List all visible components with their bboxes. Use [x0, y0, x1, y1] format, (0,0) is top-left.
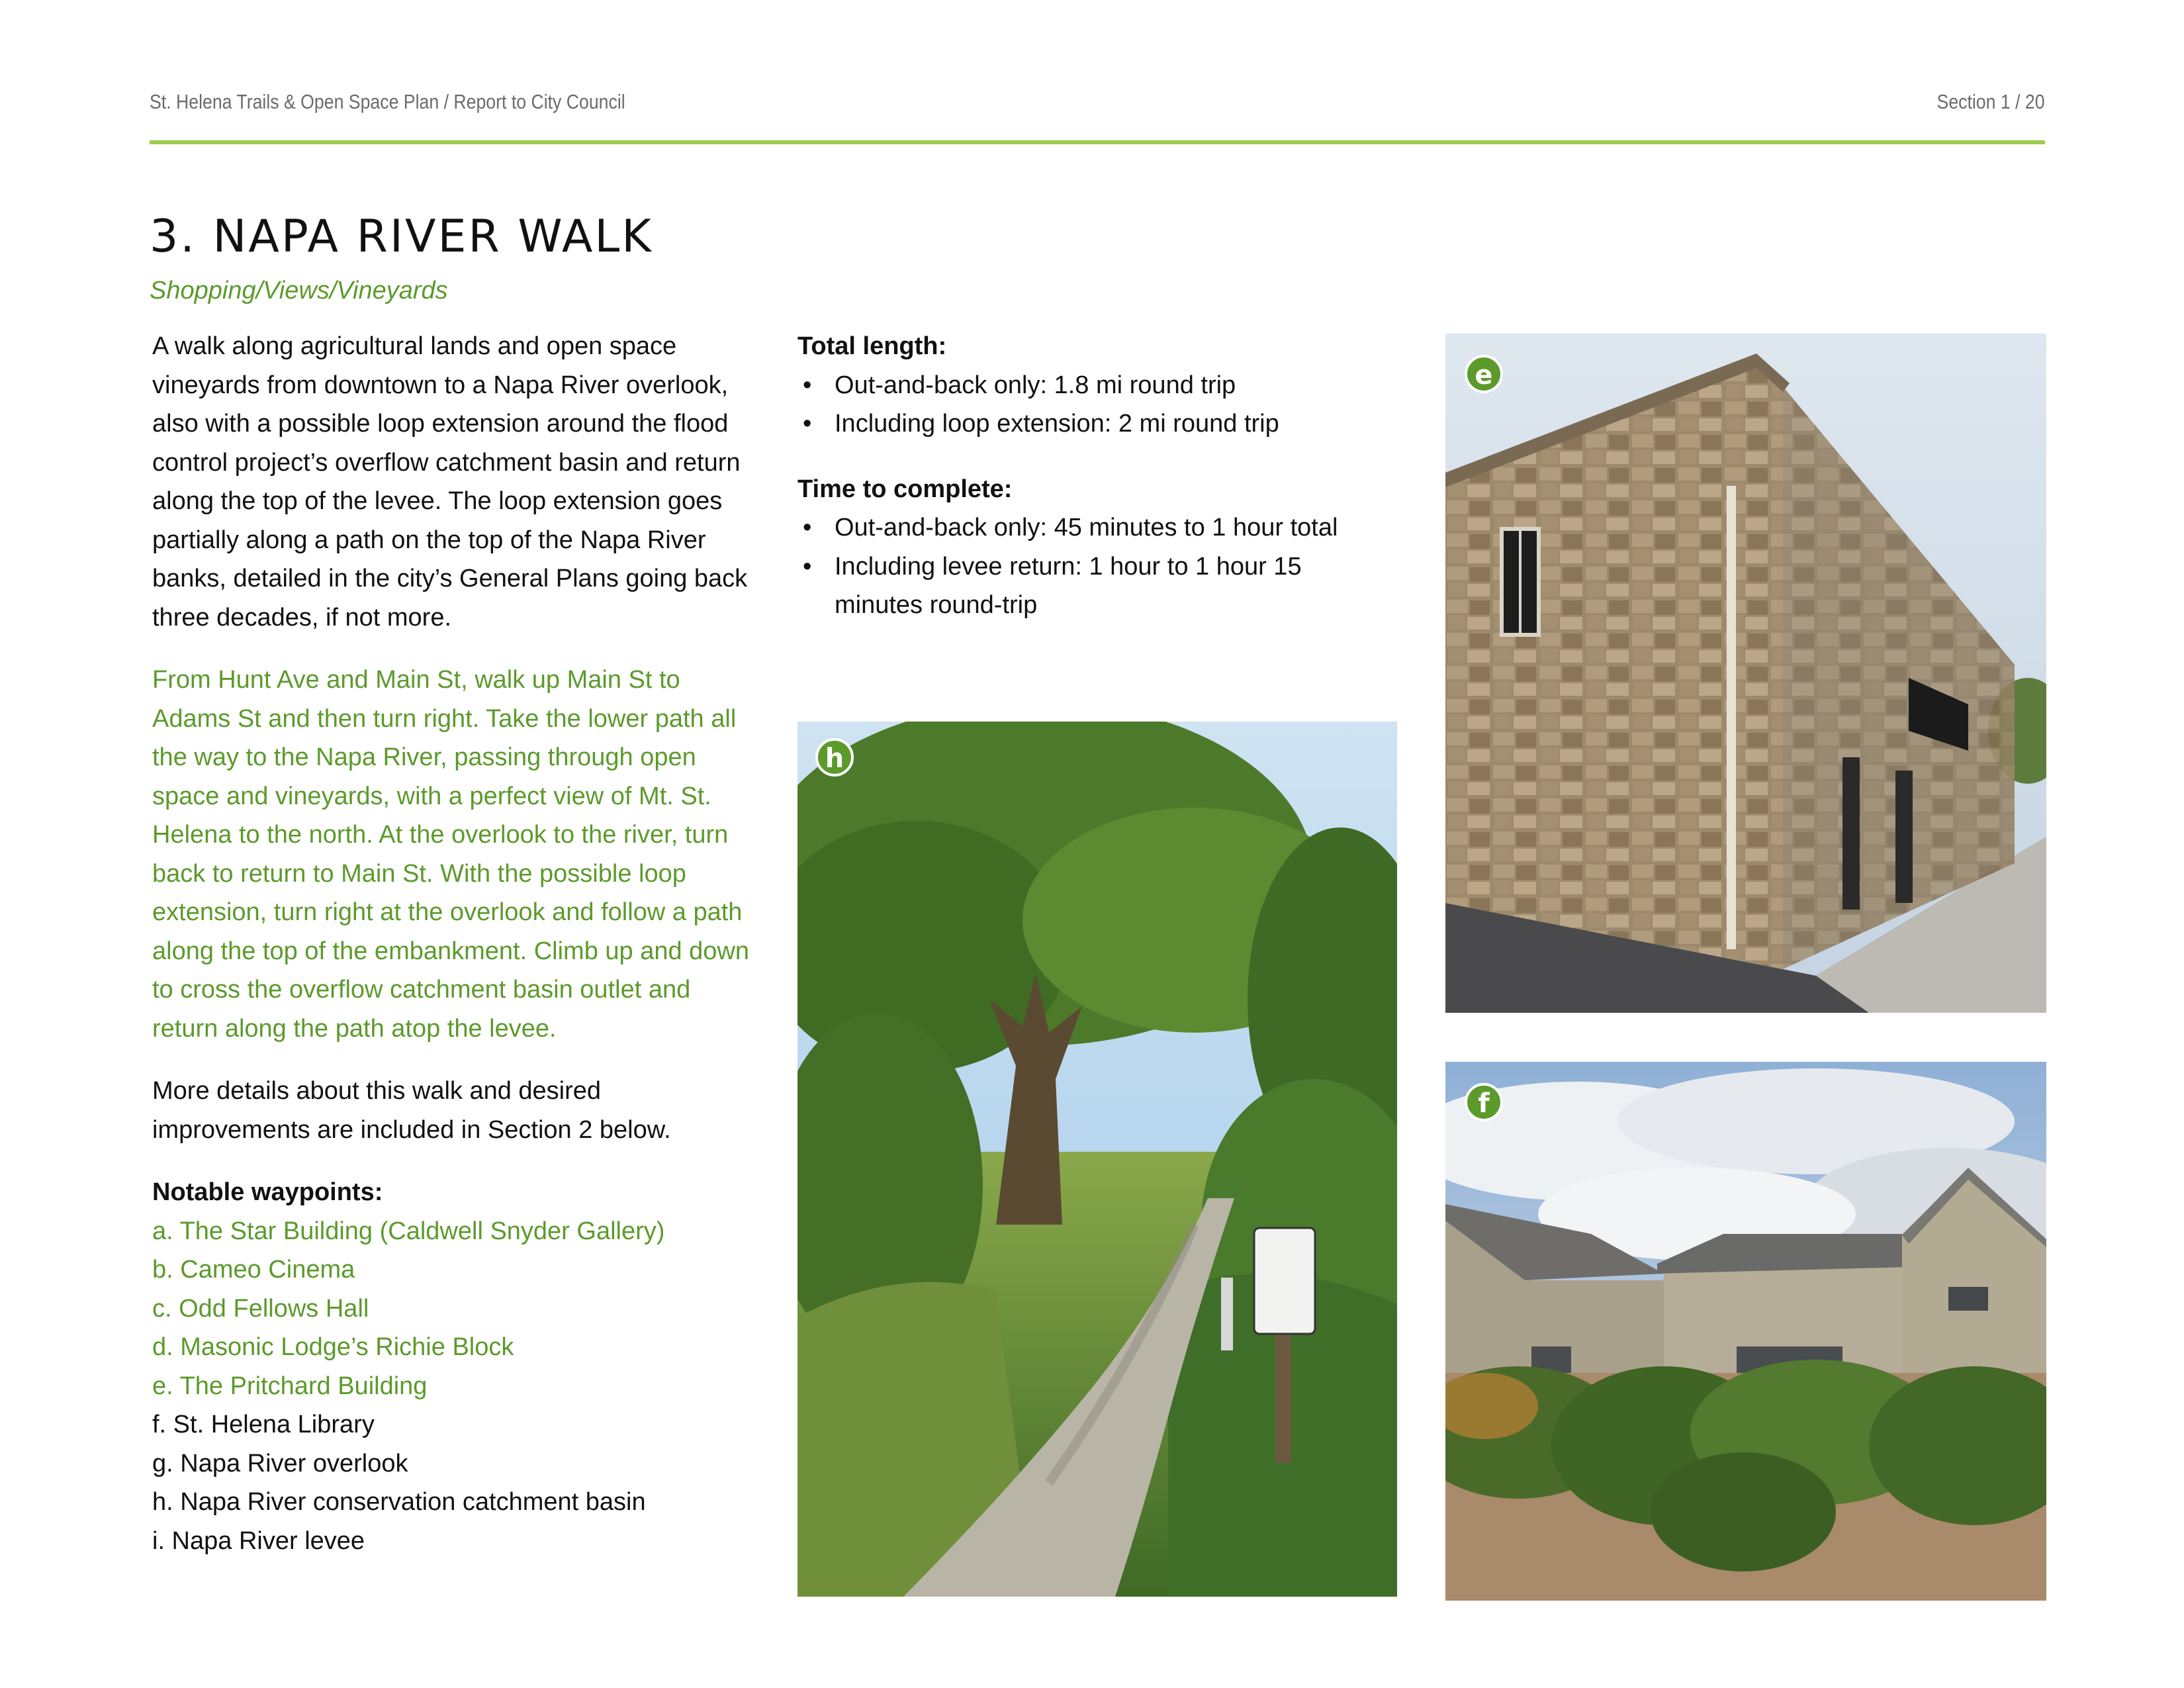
directions-paragraph: From Hunt Ave and Main St, walk up Main St to Adams St and then turn right. Take the lower path all the way to the Napa River, passing through open space and vineyards, with a perfect view of Mt. St. Helena to the north. At the overlook to the river, turn back to return to Main St. With the possible loop extension, turn right at the overlook and follow a path along the top of the embankment. Climb up and down to cross the overflow catchment basin outlet and return along the path atop the levee.	[152, 666, 750, 1043]
photo-marker-h: h	[815, 738, 854, 776]
time-item: • Including levee return: 1 hour to 1 hour 15 minutes round-trip	[797, 547, 1393, 625]
waypoint-item: h. Napa River conservation catchment basin	[152, 1488, 646, 1516]
intro-paragraph: A walk along agricultural lands and open space vineyards from downtown to a Napa River overlook, also with a possible loop extension around the flood control project’s overflow catchment basin and return along the top of the levee. The loop extension goes partially along a path on the top of the Napa River banks, detailed in the city’s General Plans going back three decades, if not more.	[152, 332, 748, 632]
header-divider	[150, 140, 2045, 144]
stone-building-photo	[1445, 334, 2046, 1013]
total-length-item: • Including loop extension: 2 mi round trip	[797, 404, 1393, 444]
waypoints-heading: Notable waypoints:	[152, 1178, 383, 1206]
page-title: 3. NAPA RIVER WALK	[150, 211, 653, 263]
waypoints-list	[152, 1212, 761, 1561]
stats-column	[797, 327, 1393, 651]
running-header-title: St. Helena Trails & Open Space Plan / Report to City Council	[150, 90, 625, 113]
library-vineyard-illustration	[1445, 1062, 2046, 1601]
time-item: • Out-and-back only: 45 minutes to 1 hour total	[797, 508, 1393, 547]
trail-photo-illustration	[797, 722, 1397, 1597]
waypoint-item: d. Masonic Lodge’s Richie Block	[152, 1333, 514, 1361]
stone-building-illustration	[1445, 334, 2046, 1013]
waypoint-item: b. Cameo Cinema	[152, 1256, 355, 1284]
section-page-number: Section 1 / 20	[1936, 90, 2045, 113]
photo-marker-f: f	[1465, 1083, 1503, 1121]
waypoint-item: f. St. Helena Library	[152, 1411, 375, 1438]
description-column	[152, 327, 761, 1560]
waypoint-item: a. The Star Building (Caldwell Snyder Gallery)	[152, 1217, 665, 1245]
time-list	[797, 508, 1393, 625]
total-length-heading: Total length:	[797, 332, 947, 360]
waypoint-item: i. Napa River levee	[152, 1526, 365, 1555]
waypoint-item: g. Napa River overlook	[152, 1449, 408, 1477]
more-details-paragraph: More details about this walk and desired improvements are included in Section 2 below.	[152, 1077, 671, 1144]
total-length-list	[797, 366, 1393, 444]
trail-photo	[797, 722, 1397, 1597]
page-subtitle: Shopping/Views/Vineyards	[150, 277, 448, 305]
library-vineyard-photo	[1445, 1062, 2046, 1601]
total-length-item: • Out-and-back only: 1.8 mi round trip	[797, 366, 1393, 405]
waypoint-item: c. Odd Fellows Hall	[152, 1294, 369, 1323]
time-heading: Time to complete:	[797, 475, 1013, 503]
photo-marker-e: e	[1465, 355, 1503, 393]
waypoint-item: e. The Pritchard Building	[152, 1372, 428, 1400]
